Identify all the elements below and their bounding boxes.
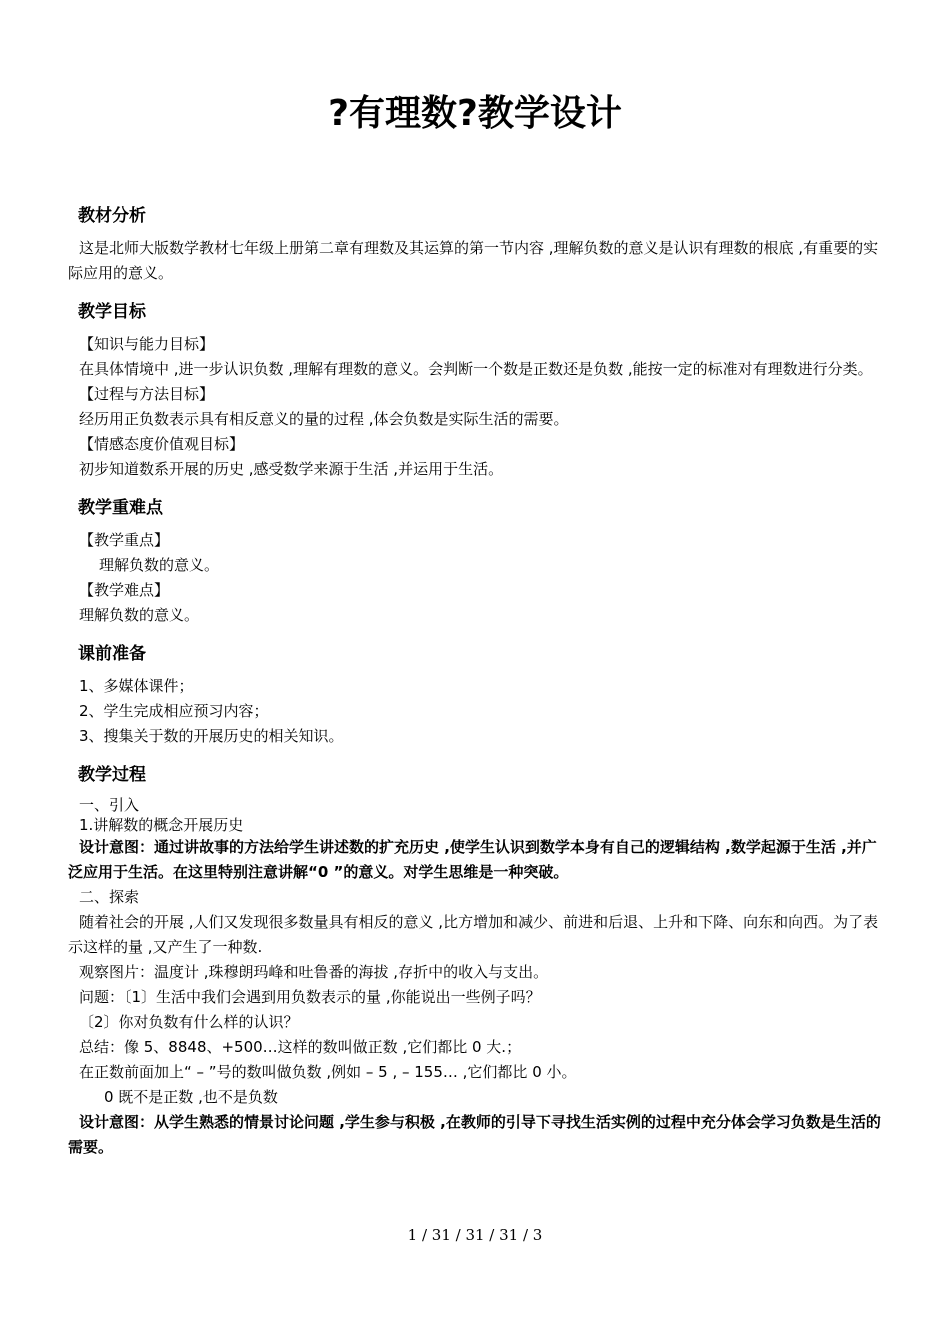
difficulty-label: 【教学难点】 (79, 581, 170, 599)
prep-item: 3、搜集关于数的开展历史的相关知识。 (79, 727, 344, 745)
document-body (68, 196, 888, 1160)
document-title: ?有理数?教学设计 (328, 93, 622, 134)
explore-paragraph: 随着社会的开展 ,人们又发现很多数量具有相反的意义 ,比方增加和减少、前进和后退、上升和下降、向东和向西。为了表示这样的量 ,又产生了一种数. (68, 913, 879, 956)
analysis-text: 这是北师大版数学教材七年级上册第二章有理数及其运算的第一节内容 ,理解负数的意义是认识有理数的根底 ,有重要的实际应用的意义。 (68, 239, 879, 282)
heading-preparation: 课前准备 (78, 644, 146, 664)
heading-key-points: 教学重难点 (78, 498, 163, 518)
explore-question-2: 〔2〕你对负数有什么样的认识？ (79, 1013, 299, 1031)
heading-goals: 教学目标 (78, 302, 146, 322)
prep-item: 1、多媒体课件； (79, 677, 194, 695)
difficulty-text: 理解负数的意义。 (79, 606, 200, 624)
page-footer: 1 / 31 / 31 / 31 / 3 (407, 1226, 543, 1244)
goal-emotion-text: 初步知道数系开展的历史 ,感受数学来源于生活 ,并运用于生活。 (79, 460, 504, 478)
summary-zero: 0 既不是正数 ,也不是负数 (104, 1088, 278, 1106)
process-step-intro: 一、引入 (79, 796, 140, 814)
goal-knowledge-text: 在具体情境中 ,进一步认识负数 ,理解有理数的意义。会判断一个数是正数还是负数 ,能按一定的标准对有理数进行分类。 (79, 360, 873, 378)
goal-process-label: 【过程与方法目标】 (79, 385, 215, 403)
heading-process: 教学过程 (78, 765, 146, 785)
explore-observe: 观察图片：温度计 ,珠穆朗玛峰和吐鲁番的海拔 ,存折中的收入与支出。 (79, 963, 549, 981)
goal-process-text: 经历用正负数表示具有相反意义的量的过程 ,体会负数是实际生活的需要。 (79, 410, 569, 428)
goal-emotion-label: 【情感态度价值观目标】 (79, 435, 245, 453)
focus-label: 【教学重点】 (79, 531, 170, 549)
design-intent-1: 设计意图：通过讲故事的方法给学生讲述数的扩充历史 ,使学生认识到数学本身有自己的逻辑结构 ,数学起源于生活 ,并广泛应用于生活。在这里特别注意讲解“0 ”的意义。对学生思维是一种突破。 (68, 838, 877, 881)
process-step-explore: 二、探索 (79, 888, 140, 906)
heading-analysis: 教材分析 (78, 206, 146, 226)
summary-positive: 总结：像 5、8848、+500…这样的数叫做正数 ,它们都比 0 大.； (79, 1038, 522, 1056)
process-step-intro-1: 1.讲解数的概念开展历史 (79, 816, 244, 834)
summary-negative: 在正数前面加上“ – ”号的数叫做负数 ,例如 – 5 , – 155… ,它们都比 0 小。 (79, 1063, 577, 1081)
prep-item: 2、学生完成相应预习内容； (79, 702, 269, 720)
goal-knowledge-label: 【知识与能力目标】 (79, 335, 215, 353)
focus-text: 理解负数的意义。 (99, 556, 220, 574)
explore-question-1: 问题：〔1〕生活中我们会遇到用负数表示的量 ,你能说出一些例子吗？ (79, 988, 541, 1006)
design-intent-2: 设计意图：从学生熟悉的情景讨论问题 ,学生参与积极 ,在教师的引导下寻找生活实例的过程中充分体会学习负数是生活的需要。 (68, 1113, 881, 1156)
